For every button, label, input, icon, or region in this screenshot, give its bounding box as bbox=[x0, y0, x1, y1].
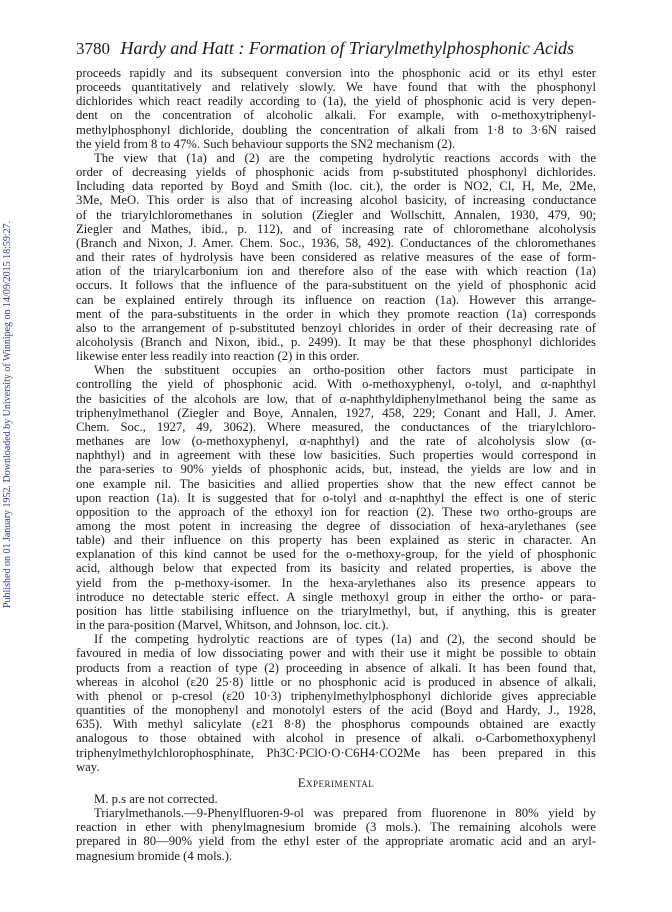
text-line: acid, although below that expected from its basicity and related properties, is above the bbox=[76, 561, 596, 576]
text-line: of the triarylchloromethanes in solution (Ziegler and Wollschitt, Annalen, 1930, 479, 90; bbox=[76, 207, 596, 222]
running-header bbox=[76, 38, 596, 59]
text-line: reaction in ether with phenylmagnesium bromide (3 mols.). The remaining alcohols were bbox=[76, 820, 596, 835]
text-line: products from a reaction of type (2) proceeding in absence of alkali. It has been found that, bbox=[76, 660, 596, 675]
text-line: in the para-position (Marvel, Whitson, and Johnson, loc. cit.). bbox=[76, 618, 389, 633]
text-line: proceeds quantitatively and relatively slowly. We have found that with the phosphonyl bbox=[76, 80, 596, 95]
text-line: also to the arrangement of p-substituted benzoyl chlorides in order of their decreasing rate of bbox=[76, 320, 596, 335]
text-line: If the competing hydrolytic reactions are of types (1a) and (2), the second should be bbox=[94, 632, 596, 647]
text-line: likewise enter less readily into reaction (2) in this order. bbox=[76, 349, 360, 364]
download-watermark: Published on 01 January 1952. Downloaded by University of Winnipeg on 14/09/2015 18:59:27. bbox=[2, 220, 13, 608]
text-line: dichlorides which react readily according to (1a), the yield of phosphonic acid is very depen- bbox=[76, 94, 596, 109]
running-title: Hardy and Hatt : Formation of Triarylmethylphosphonic Acids bbox=[120, 38, 574, 58]
text-line: Including data reported by Boyd and Smith (loc. cit.), the order is NO2, Cl, H, Me, 2Me, bbox=[76, 179, 596, 194]
text-line: Ziegler and Mathes, ibid., p. 112), and of increasing rate of chloromethane alcoholysis bbox=[76, 221, 596, 236]
text-line: (Branch and Nixon, J. Amer. Chem. Soc., 1936, 58, 492). Conductances of the chloromethanes bbox=[76, 235, 596, 250]
text-line: whereas in alcohol (ε20 25·8) little or no phosphonic acid is produced in absence of alkali, bbox=[76, 674, 596, 689]
text-line: methanes are low (o-methoxyphenyl, α-naphthyl) and the rate of alcoholysis slow (α- bbox=[76, 434, 596, 449]
text-line: methylphosphonyl dichloride, doubling the concentration of alkali from 1·8 to 3·6N raised bbox=[76, 122, 596, 137]
text-line: 635). With methyl salicylate (ε21 8·8) the phosphorus compounds obtained are exactly bbox=[76, 717, 596, 732]
text-line: prepared in 80—90% yield from the ethyl ester of the appropriate aromatic acid and an aryl- bbox=[76, 834, 596, 849]
text-line: the para-series to 90% yields of phosphonic acids, but, instead, the yields are low and in bbox=[76, 462, 596, 477]
text-line: analogous to those obtained with alcohol in presence of alkali. o-Carbomethoxyphenyl bbox=[76, 731, 596, 746]
text-line: position has little stabilising influence on the triarylmethyl, but, if anything, this is greater bbox=[76, 603, 596, 618]
text-line: triphenylmethylchlorophosphinate, Ph3C·PClO·O·C6H4·CO2Me has been prepared in this bbox=[76, 745, 596, 760]
text-line: explanation of this kind cannot be used for the o-methoxy-group, for the yield of phosphonic bbox=[76, 547, 596, 562]
text-line: yield from the p-methoxy-isomer. In the hexa-arylethanes also its presence appears to bbox=[76, 575, 596, 590]
text-line: The view that (1a) and (2) are the competing hydrolytic reactions accords with the bbox=[94, 150, 596, 165]
text-line: among the most potent in increasing the degree of dissociation of hexa-arylethanes (see bbox=[76, 519, 596, 533]
article-body bbox=[76, 66, 596, 863]
text-line: one example nil. The basicities and allied properties show that the new effect cannot be bbox=[76, 476, 596, 491]
text-line: naphthyl) and in agreement with these low basicities. Such properties would correspond in bbox=[76, 448, 596, 463]
experimental-text bbox=[76, 792, 596, 863]
text-line: Triarylmethanols.—9-Phenylfluoren-9-ol was prepared from fluorenone in 80% yield by bbox=[94, 806, 596, 821]
text-line: magnesium bromide (4 mols.). bbox=[76, 848, 233, 863]
text-line: When the substituent occupies an ortho-position other factors must participate in bbox=[94, 363, 596, 378]
text-line: can be explained entirely through its influence on reaction (1a). However this arrange- bbox=[76, 292, 596, 307]
text-line: alcoholysis (Branch and Nixon, ibid., p. 2499). It may be that these phosphonyl dichlorides bbox=[76, 334, 596, 349]
text-line: opposition to the approach of the ethoxyl ion for reaction (2). These two ortho-groups are bbox=[76, 504, 596, 519]
text-line: the yield from 8 to 47%. Such behaviour supports the SN2 mechanism (2). bbox=[76, 136, 456, 151]
text-line: and their rates of hydrolysis have been considered as relative measures of the ease of form- bbox=[76, 250, 596, 265]
text-line: way. bbox=[76, 759, 100, 774]
text-line: with phenol or p-cresol (ε20 10·3) triphenylmethylphosphonyl dichloride gives appreciable bbox=[76, 688, 596, 703]
text-line: ment of the para-substituents in the order in which they promote reaction (1a) corresponds bbox=[76, 306, 596, 321]
text-line: order of decreasing yields of phosphonic acids from p-substituted phosphonyl dichlorides. bbox=[76, 165, 596, 180]
text-line: proceeds rapidly and its subsequent conversion into the phosphonic acid or its ethyl ester bbox=[76, 66, 596, 80]
text-line: favoured in media of low dissociating power and with their use it might be possible to obtain bbox=[76, 646, 596, 661]
section-heading-experimental: Experimental bbox=[297, 775, 375, 790]
text-line: controlling the yield of phosphonic acid. With o-methoxyphenyl, o-tolyl, and α-naphthyl bbox=[76, 377, 596, 392]
text-line: table) and their influence on this property has been explained as steric in character. An bbox=[76, 533, 596, 548]
text-line: ation of the triarylcarbonium ion and therefore also of the ease with which reaction (1a) bbox=[76, 264, 596, 279]
body-text bbox=[76, 66, 596, 774]
page-number: 3780 bbox=[76, 39, 110, 58]
text-line: Chem. Soc., 1927, 49, 3062). Where measured, the conductances of the triarylchloro- bbox=[76, 419, 596, 434]
text-line: the basicities of the alcohols are low, that of α-naphthyldiphenylmethanol being the same as bbox=[76, 391, 596, 406]
text-line: 3Me, MeO. This order is also that of increasing alcohol basicity, of increasing conductance bbox=[76, 193, 596, 208]
text-line: introduce no detectable steric effect. A single methoxyl group in either the ortho- or para- bbox=[76, 589, 596, 604]
text-line: triphenylmethanol (Ziegler and Boye, Annalen, 1927, 458, 229; Conant and Hall, J. Amer. bbox=[76, 405, 596, 420]
text-line: occurs. It follows that the influence of the para-substituent on the yield of phosphonic acid bbox=[76, 278, 596, 293]
text-line: quantities of the monophenyl and monotolyl esters of the acid (Boyd and Hardy, J., 1928, bbox=[76, 703, 596, 718]
text-line: M. p.s are not corrected. bbox=[94, 791, 218, 806]
text-line: upon reaction (1a). It is suggested that for o-tolyl and α-naphthyl the effect is one of steric bbox=[76, 490, 596, 505]
text-line: dent on the concentration of alcoholic alkali. For example, with o-methoxytriphenyl- bbox=[76, 108, 596, 123]
